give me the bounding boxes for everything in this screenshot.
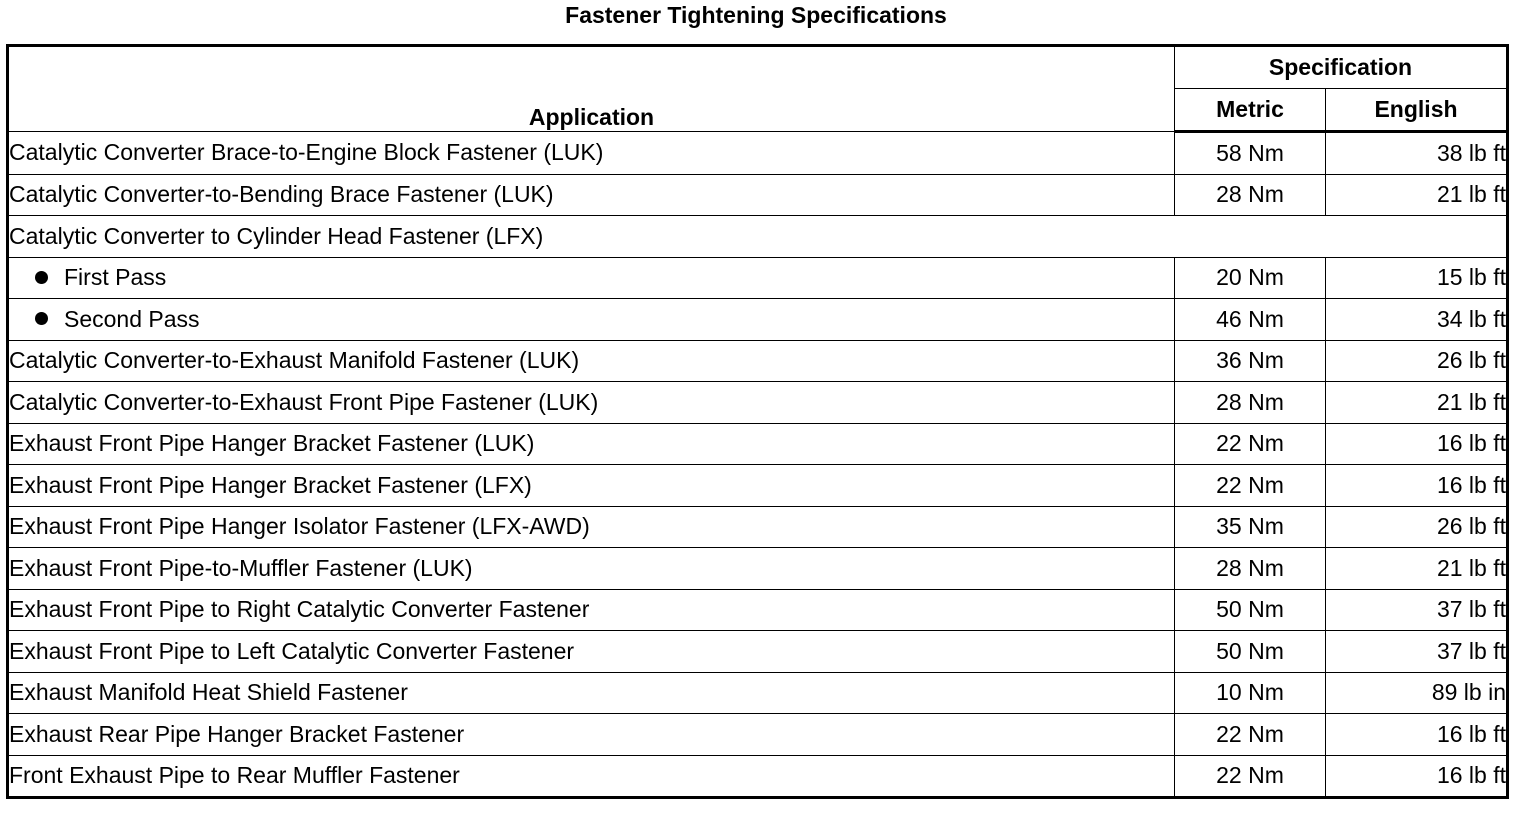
table-row [8,631,1508,673]
table-row [8,257,1508,299]
english-value: 21 lb ft [1326,548,1508,590]
english-value: 16 lb ft [1326,755,1508,798]
application-cell [8,340,1175,382]
table-header [8,46,1508,132]
english-value: 15 lb ft [1326,257,1508,299]
application-label: Catalytic Converter-to-Exhaust Manifold Fastener (LUK) [9,347,580,374]
english-value: 89 lb in [1326,672,1508,714]
metric-value: 50 Nm [1175,631,1326,673]
table-body [8,132,1508,798]
application-cell [8,755,1175,798]
metric-value: 10 Nm [1175,672,1326,714]
page-title: Fastener Tightening Specifications [565,2,947,28]
application-label: Exhaust Rear Pipe Hanger Bracket Fastener [9,720,465,747]
application-label: Front Exhaust Pipe to Rear Muffler Fastener [9,762,460,789]
header-metric: Metric [1175,89,1326,132]
application-cell [8,548,1175,590]
table-row [8,589,1508,631]
fastener-spec-table [6,44,1509,799]
english-value: 37 lb ft [1326,589,1508,631]
table-row [8,299,1508,341]
application-cell [8,714,1175,756]
metric-value: 36 Nm [1175,340,1326,382]
application-cell [8,672,1175,714]
application-label: Exhaust Front Pipe Hanger Bracket Fastener (LUK) [9,430,535,457]
application-cell [8,216,1508,258]
table-row [8,174,1508,216]
application-cell [8,506,1175,548]
metric-value: 22 Nm [1175,423,1326,465]
header-specification: Specification [1175,46,1508,89]
metric-value: 28 Nm [1175,548,1326,590]
english-value: 16 lb ft [1326,465,1508,507]
english-value: 26 lb ft [1326,506,1508,548]
metric-value: 22 Nm [1175,755,1326,798]
table-row [8,423,1508,465]
header-application: Application [8,46,1175,132]
metric-value: 46 Nm [1175,299,1326,341]
english-value: 38 lb ft [1326,132,1508,175]
table-row [8,672,1508,714]
table-row [8,465,1508,507]
table-row [8,216,1508,258]
application-cell [8,257,1175,299]
bullet-icon [35,271,48,284]
application-label: Catalytic Converter Brace-to-Engine Block Fastener (LUK) [9,139,604,166]
application-cell [8,631,1175,673]
application-label: Exhaust Front Pipe to Right Catalytic Converter Fastener [9,596,590,623]
application-label: Catalytic Converter-to-Exhaust Front Pipe Fastener (LUK) [9,388,599,415]
application-label: Exhaust Front Pipe Hanger Bracket Fastener (LFX) [9,471,532,498]
metric-value: 20 Nm [1175,257,1326,299]
metric-value: 50 Nm [1175,589,1326,631]
metric-value: 58 Nm [1175,132,1326,175]
table-row [8,382,1508,424]
header-english: English [1326,89,1508,132]
application-label: Exhaust Front Pipe-to-Muffler Fastener (LUK) [9,554,473,581]
english-value: 34 lb ft [1326,299,1508,341]
metric-value: 28 Nm [1175,382,1326,424]
english-value: 21 lb ft [1326,174,1508,216]
metric-value: 35 Nm [1175,506,1326,548]
application-label: Catalytic Converter to Cylinder Head Fastener (LFX) [9,222,544,249]
application-label: Exhaust Front Pipe to Left Catalytic Converter Fastener [9,637,575,664]
english-value: 21 lb ft [1326,382,1508,424]
bullet-icon [35,312,48,325]
application-cell [8,589,1175,631]
application-label: Second Pass [64,305,200,332]
table-row [8,506,1508,548]
english-value: 37 lb ft [1326,631,1508,673]
application-label: First Pass [64,264,167,291]
metric-value: 22 Nm [1175,714,1326,756]
table-row [8,714,1508,756]
application-cell [8,174,1175,216]
application-cell [8,382,1175,424]
english-value: 16 lb ft [1326,423,1508,465]
application-cell [8,132,1175,175]
application-cell [8,299,1175,341]
english-value: 26 lb ft [1326,340,1508,382]
table-row [8,755,1508,798]
metric-value: 28 Nm [1175,174,1326,216]
application-label: Exhaust Manifold Heat Shield Fastener [9,679,408,706]
table-row [8,132,1508,175]
table-row [8,548,1508,590]
table-row [8,340,1508,382]
application-cell [8,423,1175,465]
application-label: Catalytic Converter-to-Bending Brace Fastener (LUK) [9,181,554,208]
application-cell [8,465,1175,507]
metric-value: 22 Nm [1175,465,1326,507]
application-label: Exhaust Front Pipe Hanger Isolator Fastener (LFX-AWD) [9,513,590,540]
english-value: 16 lb ft [1326,714,1508,756]
